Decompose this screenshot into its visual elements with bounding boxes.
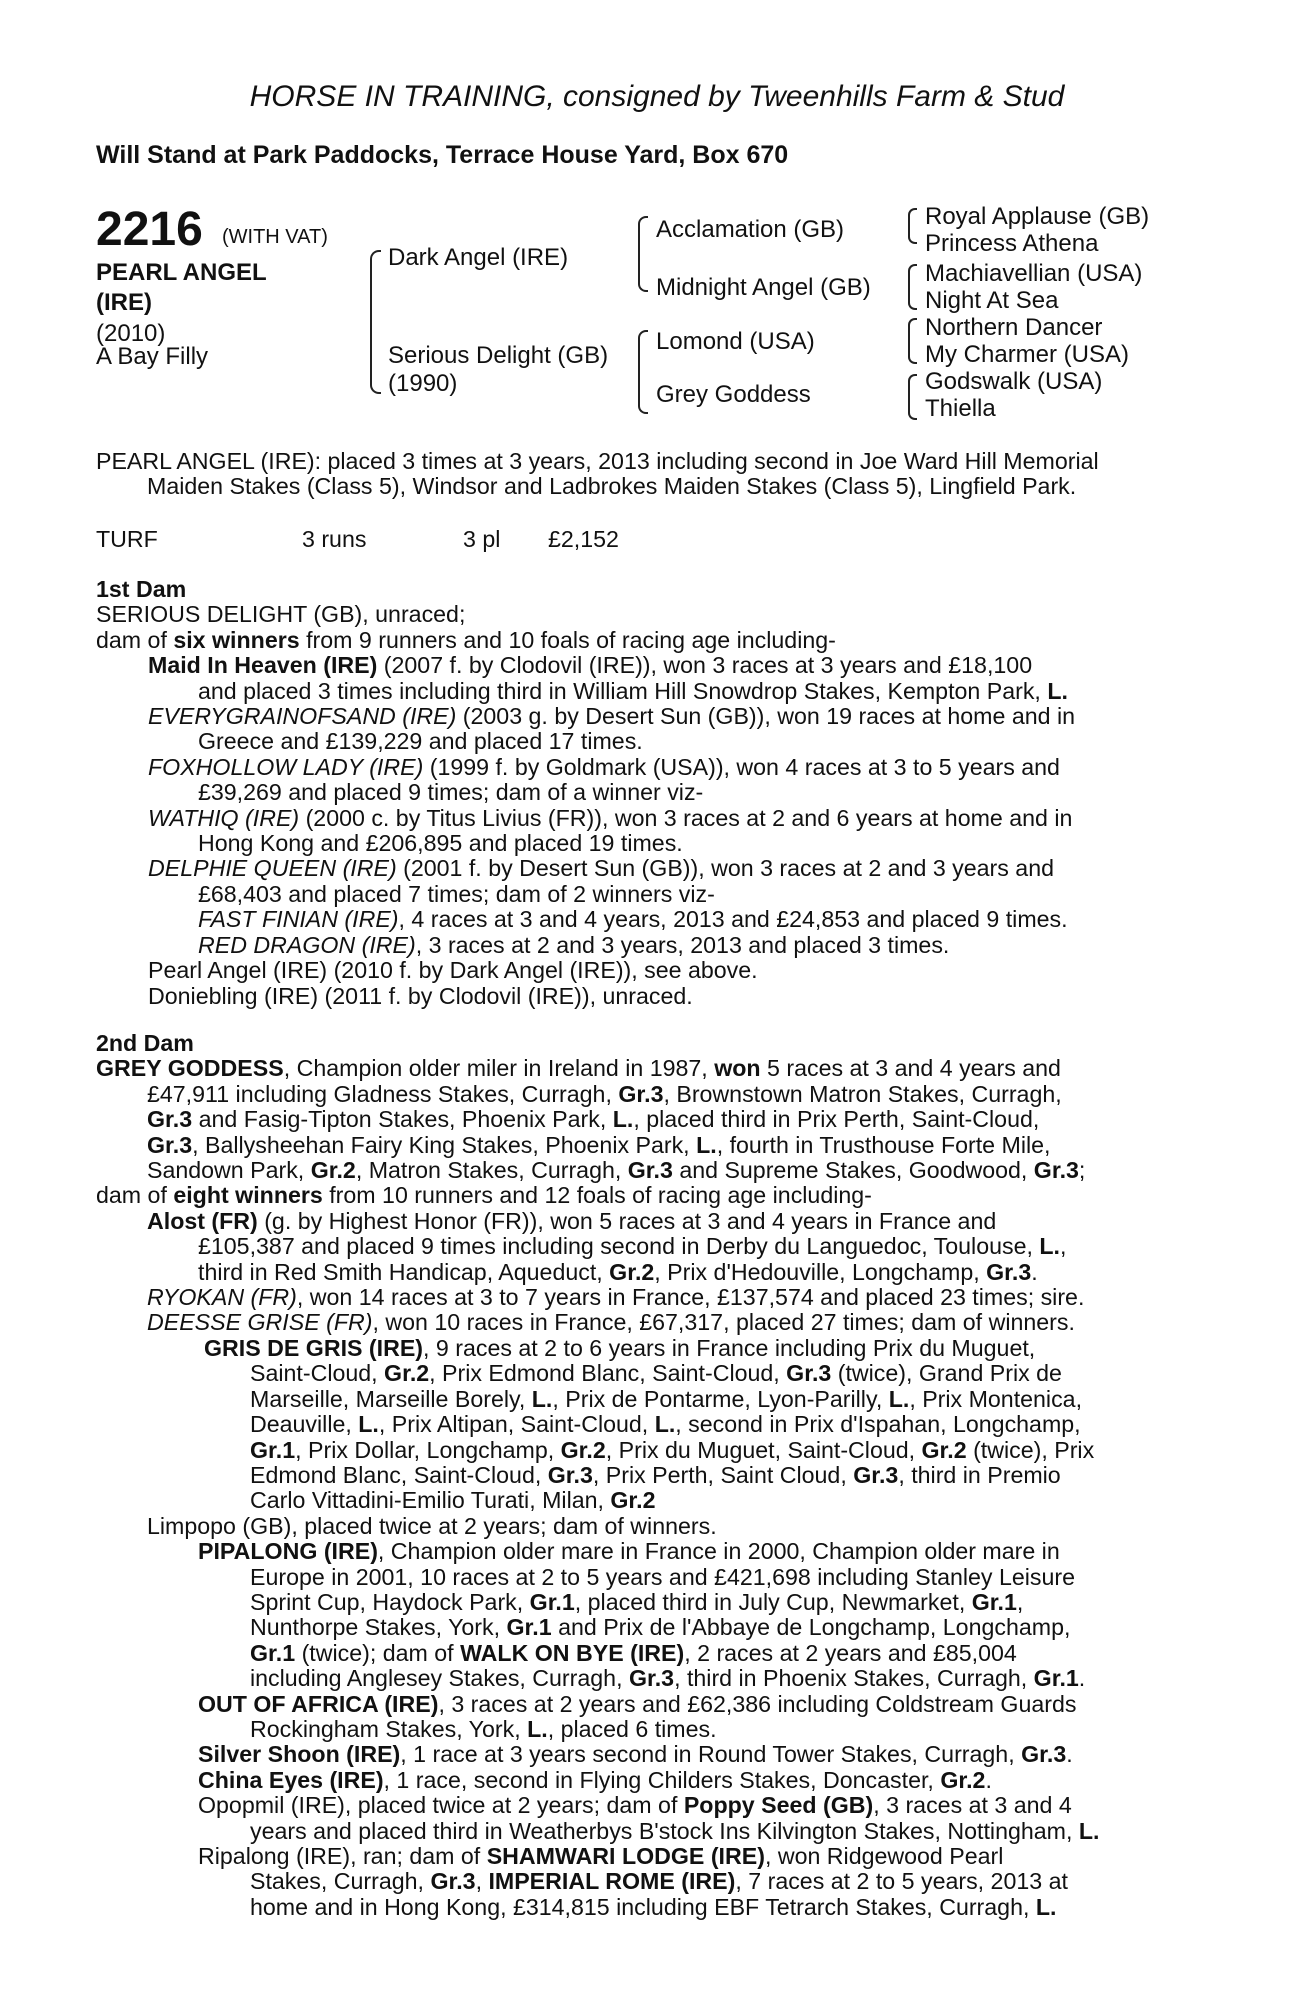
- second-dam-text-run: Gr.2: [940, 1766, 986, 1793]
- second-dam-line: [96, 1666, 1202, 1691]
- second-dam-text-run: OUT OF AFRICA (IRE): [198, 1690, 439, 1717]
- second-dam-text-run: L.: [654, 1411, 676, 1438]
- first-dam-text-run: (2001 f. by Desert Sun (GB)), won 3 races at 2 and 3 years and: [396, 855, 1054, 882]
- grandparent-2: Princess Athena: [925, 230, 1099, 257]
- second-dam-line: [96, 1133, 1202, 1158]
- second-dam-line: [96, 1768, 1202, 1793]
- second-dam-line: [96, 1387, 1202, 1412]
- record-surface: TURF: [96, 526, 158, 552]
- second-dam-line: [96, 1158, 1202, 1183]
- second-dam-text-run: ,: [475, 1868, 489, 1895]
- second-dam-text-run: ;: [1078, 1157, 1086, 1184]
- first-dam-text-run: dam of: [96, 626, 174, 653]
- second-dam-text: [96, 1056, 1202, 1920]
- second-dam-line: [96, 1869, 1202, 1894]
- second-dam-line: [96, 1819, 1202, 1844]
- summary-line-2: Maiden Stakes (Class 5), Windsor and Ladbrokes Maiden Stakes (Class 5), Lingfield Park.: [147, 473, 1077, 500]
- second-dam-text-run: WALK ON BYE (IRE): [460, 1639, 685, 1666]
- second-dam-text-run: Gr.3: [1033, 1157, 1079, 1184]
- second-dam-text-run: Gr.2: [310, 1157, 356, 1184]
- second-dam-text-run: L.: [1039, 1233, 1060, 1260]
- second-dam-text-run: , Prix Montenica,: [909, 1385, 1083, 1412]
- second-dam-line: [96, 1590, 1202, 1615]
- second-dam-line: [96, 1514, 1202, 1539]
- first-dam-heading: 1st Dam: [96, 576, 187, 602]
- second-dam-text-run: Saint-Cloud,: [250, 1360, 385, 1387]
- second-dam-text-run: L.: [612, 1106, 634, 1133]
- sire: Dark Angel (IRE): [388, 244, 569, 271]
- second-dam-text-run: , Prix Perth, Saint Cloud,: [592, 1461, 854, 1488]
- second-dam-text-run: Gr.3: [786, 1360, 832, 1387]
- first-dam-line: [96, 628, 1202, 653]
- first-dam-text-run: Doniebling (IRE) (2011 f. by Clodovil (IRE)), unraced.: [148, 982, 693, 1009]
- first-dam-text-run: DELPHIE QUEEN (IRE): [148, 855, 397, 882]
- second-dam-text-run: Sandown Park,: [147, 1157, 311, 1184]
- first-dam-text-run: RED DRAGON (IRE): [198, 931, 416, 958]
- second-dam-text-run: £47,911 including Gladness Stakes, Curragh,: [147, 1080, 619, 1107]
- second-dam-text-run: Opopmil (IRE), placed twice at 2 years; dam of: [198, 1792, 684, 1819]
- second-dam-text-run: .: [985, 1766, 992, 1793]
- second-dam-text-run: , won Ridgewood Pearl: [764, 1843, 1004, 1869]
- second-dam-text-run: including Anglesey Stakes, Curragh,: [250, 1665, 629, 1692]
- first-dam-line: [96, 679, 1202, 704]
- second-dam-line: [96, 1056, 1202, 1081]
- first-dam-text-run: , 4 races at 3 and 4 years, 2013 and £24,853 and placed 9 times.: [398, 906, 1068, 933]
- second-dam-line: [96, 1361, 1202, 1386]
- g-brace-3: [908, 318, 917, 364]
- second-dam-text-run: Gr.2: [609, 1258, 655, 1285]
- second-dam-text-run: (g. by Highest Honor (FR)), won 5 races at 3 and 4 years in France and: [257, 1207, 997, 1234]
- second-dam-text-run: Sprint Cup, Haydock Park,: [250, 1588, 530, 1615]
- first-dam-text-run: , 3 races at 2 and 3 years, 2013 and placed 3 times.: [415, 931, 950, 958]
- second-dam-text-run: , Prix Edmond Blanc, Saint-Cloud,: [429, 1360, 787, 1387]
- first-dam-text-run: (1999 f. by Goldmark (USA)), won 4 races at 3 to 5 years and: [423, 753, 1060, 780]
- first-dam-text-run: FAST FINIAN (IRE): [198, 906, 399, 933]
- second-dam-text-run: L.: [531, 1385, 553, 1412]
- second-dam-line: [96, 1539, 1202, 1564]
- first-dam-text-run: FOXHOLLOW LADY (IRE): [148, 753, 424, 780]
- first-dam-text-run: Maid In Heaven (IRE): [148, 652, 378, 679]
- second-dam-text-run: , third in Premio: [898, 1461, 1061, 1488]
- second-dam-line: [96, 1717, 1202, 1742]
- second-dam-text-run: eight winners: [173, 1182, 323, 1209]
- second-dam-text-run: L.: [358, 1411, 379, 1438]
- first-dam-line: [96, 933, 1202, 958]
- second-dam-text-run: , Matron Stakes, Curragh,: [355, 1157, 628, 1184]
- second-dam-text-run: (twice), Prix: [966, 1436, 1095, 1463]
- second-dam-text-run: , Champion older mare in France in 2000, Champion older mare in: [377, 1538, 1060, 1565]
- second-dam-text-run: , 3 races at 2 years and £62,386 including Coldstream Guards: [438, 1690, 1077, 1717]
- first-dam-line: [96, 856, 1202, 881]
- second-dam-text-run: , Brownstown Matron Stakes, Curragh,: [663, 1080, 1062, 1107]
- second-dam-line: [96, 1692, 1202, 1717]
- second-dam-line: [96, 1107, 1202, 1132]
- second-dam-text-run: GRIS DE GRIS (IRE): [204, 1334, 424, 1361]
- second-dam-text-run: (twice), Grand Prix de: [831, 1360, 1062, 1387]
- first-dam-text-run: (2007 f. by Clodovil (IRE)), won 3 races at 3 years and £18,100: [377, 652, 1033, 679]
- second-dam-text-run: Gr.1: [971, 1588, 1017, 1615]
- first-dam-line: [96, 729, 1202, 754]
- second-dam-line: [96, 1285, 1202, 1310]
- second-dam-text-run: , 1 race at 3 years second in Round Tower Stakes, Curragh,: [400, 1741, 1022, 1768]
- second-dam-text-run: , placed third in Prix Perth, Saint-Cloud,: [633, 1106, 1040, 1133]
- first-dam-text-run: and placed 3 times including third in William Hill Snowdrop Stakes, Kempton Park,: [198, 677, 1048, 704]
- horse-name: [96, 258, 267, 318]
- second-dam-text-run: Gr.3: [1021, 1741, 1067, 1768]
- second-dam-text-run: Poppy Seed (GB): [683, 1792, 874, 1819]
- second-dam-line: [96, 1209, 1202, 1234]
- second-dam-text-run: L.: [888, 1385, 910, 1412]
- second-dam-text-run: , Champion older miler in Ireland in 1987,: [283, 1055, 715, 1082]
- first-dam-text-run: £68,403 and placed 7 times; dam of 2 winners viz-: [198, 880, 715, 907]
- g-brace-4: [908, 374, 917, 420]
- first-dam-line: [96, 602, 1202, 627]
- first-dam-section: [96, 577, 1202, 1009]
- second-dam-text-run: Gr.2: [921, 1436, 967, 1463]
- second-dam-text-run: , fourth in Trusthouse Forte Mile,: [716, 1131, 1051, 1158]
- second-dam-text-run: IMPERIAL ROME (IRE): [488, 1868, 736, 1895]
- second-dam-line: [96, 1488, 1202, 1513]
- second-dam-text-run: Gr.3: [627, 1157, 673, 1184]
- second-dam-text-run: , 2 races at 2 years and £85,004: [684, 1639, 1017, 1666]
- second-dam-text-run: Rockingham Stakes, York,: [250, 1715, 528, 1742]
- second-dam-line: [96, 1615, 1202, 1640]
- second-dam-line: [96, 1438, 1202, 1463]
- second-dam-text-run: Carlo Vittadini-Emilio Turati, Milan,: [250, 1487, 611, 1514]
- grandparent-3: Machiavellian (USA): [925, 260, 1143, 287]
- second-dam-text-run: years and placed third in Weatherbys B'stock Ins Kilvington Stakes, Nottingham,: [250, 1817, 1079, 1844]
- horse-description: A Bay Filly: [96, 343, 209, 370]
- first-dam-text-run: Hong Kong and £206,895 and placed 19 times.: [198, 830, 683, 857]
- second-dam-text-run: , 1 race, second in Flying Childers Stakes, Doncaster,: [383, 1766, 941, 1793]
- first-dam-line: [96, 653, 1202, 678]
- grandparent-7: Godswalk (USA): [925, 368, 1103, 395]
- second-dam-text-run: , third in Phoenix Stakes, Curragh,: [674, 1665, 1034, 1692]
- second-dam-text-run: home and in Hong Kong, £314,815 including EBF Tetrarch Stakes, Curragh,: [250, 1893, 1036, 1920]
- race-summary: [96, 449, 1202, 500]
- second-dam-text-run: L.: [696, 1131, 717, 1158]
- second-dam-text-run: Limpopo (GB), placed twice at 2 years; dam of winners.: [147, 1512, 717, 1539]
- grandparent-4: Night At Sea: [925, 287, 1059, 314]
- second-dam-text-run: won: [714, 1055, 761, 1082]
- first-dam-text-run: L.: [1047, 677, 1068, 704]
- second-dam-text-run: Ripalong (IRE), ran; dam of: [198, 1843, 487, 1869]
- first-dam-text-run: from 9 runners and 10 foals of racing age including-: [299, 626, 836, 653]
- second-dam-text-run: .: [1066, 1741, 1073, 1768]
- foaling-year: (2010): [96, 320, 166, 347]
- sire-dam: Midnight Angel (GB): [656, 274, 871, 301]
- second-dam-line: [96, 1412, 1202, 1437]
- second-dam-text-run: , Prix Dollar, Longchamp,: [295, 1436, 561, 1463]
- second-dam-text-run: and Fasig-Tipton Stakes, Phoenix Park,: [192, 1106, 613, 1133]
- second-dam-text-run: Gr.2: [384, 1360, 430, 1387]
- second-dam-text-run: and Supreme Stakes, Goodwood,: [672, 1157, 1034, 1184]
- second-dam-text-run: (twice); dam of: [295, 1639, 461, 1666]
- second-dam-text-run: from 10 runners and 12 foals of racing age including-: [322, 1182, 872, 1209]
- second-dam-text-run: , Prix du Muguet, Saint-Cloud,: [605, 1436, 922, 1463]
- dam-year: (1990): [388, 370, 458, 397]
- first-dam-line: [96, 984, 1202, 1009]
- grandparent-8: Thiella: [925, 395, 996, 422]
- second-dam-text-run: Nunthorpe Stakes, York,: [250, 1614, 507, 1641]
- second-dam-text-run: , 9 races at 2 to 6 years in France including Prix du Muguet,: [423, 1334, 1036, 1361]
- dam-dam: Grey Goddess: [656, 381, 811, 408]
- second-dam-line: [96, 1463, 1202, 1488]
- stand-location: Will Stand at Park Paddocks, Terrace House Yard, Box 670: [96, 141, 789, 169]
- second-dam-text-run: Gr.3: [853, 1461, 899, 1488]
- grandparent-1: Royal Applause (GB): [925, 203, 1150, 230]
- second-dam-text-run: Silver Shoon (IRE): [198, 1741, 401, 1768]
- horse-name-line2: (IRE): [96, 289, 152, 316]
- first-dam-line: [96, 831, 1202, 856]
- g-brace-2: [908, 264, 917, 310]
- second-dam-text-run: , won 10 races in France, £67,317, placed 27 times; dam of winners.: [372, 1309, 1075, 1336]
- grandparent-6: My Charmer (USA): [925, 341, 1130, 368]
- second-dam-text-run: PIPALONG (IRE): [198, 1538, 378, 1565]
- second-dam-line: [96, 1895, 1202, 1920]
- second-dam-text-run: and Prix de l'Abbaye de Longchamp, Longchamp,: [551, 1614, 1071, 1641]
- grandparent-5: Northern Dancer: [925, 314, 1103, 341]
- g-brace-1: [908, 208, 917, 244]
- first-dam-line: [96, 882, 1202, 907]
- page-header: HORSE IN TRAINING, consigned by Tweenhills Farm & Stud: [249, 80, 1065, 113]
- first-dam-text-run: (2003 g. by Desert Sun (GB)), won 19 races at home and in: [456, 703, 1075, 730]
- second-dam-text-run: Stakes, Curragh,: [250, 1868, 431, 1895]
- first-dam-text: [96, 602, 1202, 1009]
- second-dam-text-run: .: [1078, 1665, 1086, 1692]
- second-dam-text-run: , Prix de Pontarme, Lyon-Parilly,: [552, 1385, 889, 1412]
- second-dam-text-run: Edmond Blanc, Saint-Cloud,: [250, 1461, 548, 1488]
- first-dam-text-run: (2000 c. by Titus Livius (FR)), won 3 races at 2 and 6 years at home and in: [299, 804, 1073, 831]
- first-dam-text-run: SERIOUS DELIGHT (GB), unraced;: [96, 601, 466, 628]
- second-dam-text-run: , placed third in July Cup, Newmarket,: [574, 1588, 972, 1615]
- record-runs: 3 runs: [302, 526, 367, 552]
- second-dam-text-run: Gr.1: [506, 1614, 552, 1641]
- first-dam-text-run: Greece and £139,229 and placed 17 times.: [198, 728, 643, 755]
- second-dam-text-run: , won 14 races at 3 to 7 years in France, £137,574 and placed 23 times; sire.: [296, 1284, 1085, 1311]
- second-dam-line: [96, 1082, 1202, 1107]
- second-dam-text-run: third in Red Smith Handicap, Aqueduct,: [198, 1258, 610, 1285]
- second-dam-line: [96, 1742, 1202, 1767]
- second-dam-text-run: dam of: [96, 1182, 174, 1209]
- first-dam-text-run: six winners: [173, 626, 300, 653]
- second-dam-text-run: Alost (FR): [147, 1207, 258, 1234]
- second-dam-line: [96, 1183, 1202, 1208]
- second-dam-text-run: , placed 6 times.: [547, 1715, 717, 1742]
- second-dam-line: [96, 1260, 1202, 1285]
- second-dam-line: [96, 1234, 1202, 1259]
- second-dam-section: [96, 1031, 1202, 1920]
- first-dam-text-run: WATHIQ (IRE): [148, 804, 300, 831]
- second-dam-text-run: ,: [1059, 1233, 1067, 1260]
- second-dam-text-run: Gr.3: [147, 1131, 193, 1158]
- first-dam-line: [96, 755, 1202, 780]
- second-dam-text-run: Gr.1: [250, 1639, 296, 1666]
- sire-dam-brace: [370, 250, 381, 394]
- second-dam-text-run: Deauville,: [250, 1411, 359, 1438]
- first-dam-line: [96, 907, 1202, 932]
- second-dam-text-run: Gr.1: [1033, 1665, 1079, 1692]
- second-dam-text-run: SHAMWARI LODGE (IRE): [486, 1843, 765, 1869]
- second-dam-text-run: , second in Prix d'Ispahan, Longchamp,: [675, 1411, 1081, 1438]
- record-earnings: £2,152: [548, 526, 619, 552]
- summary-line-1: PEARL ANGEL (IRE): placed 3 times at 3 years, 2013 including second in Joe Ward Hill Memorial: [96, 448, 1099, 474]
- second-dam-text-run: ,: [1016, 1588, 1024, 1615]
- second-dam-text-run: .: [1031, 1258, 1038, 1285]
- second-dam-line: [96, 1336, 1202, 1361]
- second-dam-text-run: L.: [1035, 1893, 1057, 1920]
- lot-number: 2216: [96, 203, 203, 256]
- first-dam-line: [96, 780, 1202, 805]
- second-dam-line: [96, 1641, 1202, 1666]
- second-dam-text-run: Gr.3: [147, 1106, 193, 1133]
- second-dam-text-run: L.: [527, 1715, 548, 1742]
- second-dam-text-run: Gr.2: [610, 1487, 656, 1514]
- second-dam-text-run: Europe in 2001, 10 races at 2 to 5 years and £421,698 including Stanley Leisure: [250, 1563, 1076, 1590]
- second-dam-text-run: , Prix d'Hedouville, Longchamp,: [654, 1258, 987, 1285]
- second-dam-text-run: Gr.3: [986, 1258, 1032, 1285]
- second-dam-text-run: Gr.3: [628, 1665, 675, 1692]
- second-dam-text-run: , Ballysheehan Fairy King Stakes, Phoenix Park,: [192, 1131, 697, 1158]
- second-dam-text-run: DEESSE GRISE (FR): [147, 1309, 373, 1336]
- second-dam-text-run: 5 races at 3 and 4 years and: [760, 1055, 1061, 1082]
- dam-parents-brace: [638, 330, 648, 414]
- second-dam-text-run: China Eyes (IRE): [198, 1766, 384, 1793]
- dam-sire: Lomond (USA): [656, 328, 815, 355]
- second-dam-text-run: L.: [1078, 1817, 1100, 1844]
- second-dam-text-run: Marseille, Marseille Borely,: [250, 1385, 532, 1412]
- first-dam-text-run: £39,269 and placed 9 times; dam of a winner viz-: [198, 779, 704, 806]
- first-dam-line: [96, 806, 1202, 831]
- second-dam-text-run: Gr.2: [560, 1436, 606, 1463]
- second-dam-text-run: Gr.1: [529, 1588, 575, 1615]
- first-dam-line: [96, 958, 1202, 983]
- dam: Serious Delight (GB): [388, 342, 609, 369]
- sire-sire: Acclamation (GB): [656, 216, 845, 243]
- horse-name-line1: PEARL ANGEL: [96, 259, 267, 286]
- second-dam-text-run: Gr.3: [618, 1080, 664, 1107]
- second-dam-text-run: Gr.3: [547, 1461, 593, 1488]
- second-dam-line: [96, 1793, 1202, 1818]
- second-dam-text-run: GREY GODDESS: [96, 1055, 284, 1082]
- first-dam-line: [96, 704, 1202, 729]
- second-dam-text-run: , Prix Altipan, Saint-Cloud,: [378, 1411, 655, 1438]
- first-dam-text-run: Pearl Angel (IRE) (2010 f. by Dark Angel (IRE)), see above.: [148, 957, 758, 984]
- second-dam-line: [96, 1310, 1202, 1335]
- second-dam-text-run: , 7 races at 2 to 5 years, 2013 at: [735, 1868, 1068, 1895]
- first-dam-text-run: EVERYGRAINOFSAND (IRE): [148, 703, 457, 730]
- record-placed: 3 pl: [463, 526, 501, 552]
- second-dam-text-run: RYOKAN (FR): [147, 1284, 297, 1311]
- second-dam-text-run: , 3 races at 3 and 4: [873, 1792, 1072, 1819]
- vat-note: (WITH VAT): [222, 226, 328, 248]
- second-dam-heading: 2nd Dam: [96, 1030, 194, 1056]
- second-dam-text-run: £105,387 and placed 9 times including second in Derby du Languedoc, Toulouse,: [198, 1233, 1040, 1260]
- second-dam-text-run: Gr.3: [430, 1868, 476, 1895]
- second-dam-text-run: Gr.1: [250, 1436, 296, 1463]
- sire-parents-brace: [638, 216, 648, 292]
- second-dam-line: [96, 1844, 1202, 1869]
- second-dam-line: [96, 1565, 1202, 1590]
